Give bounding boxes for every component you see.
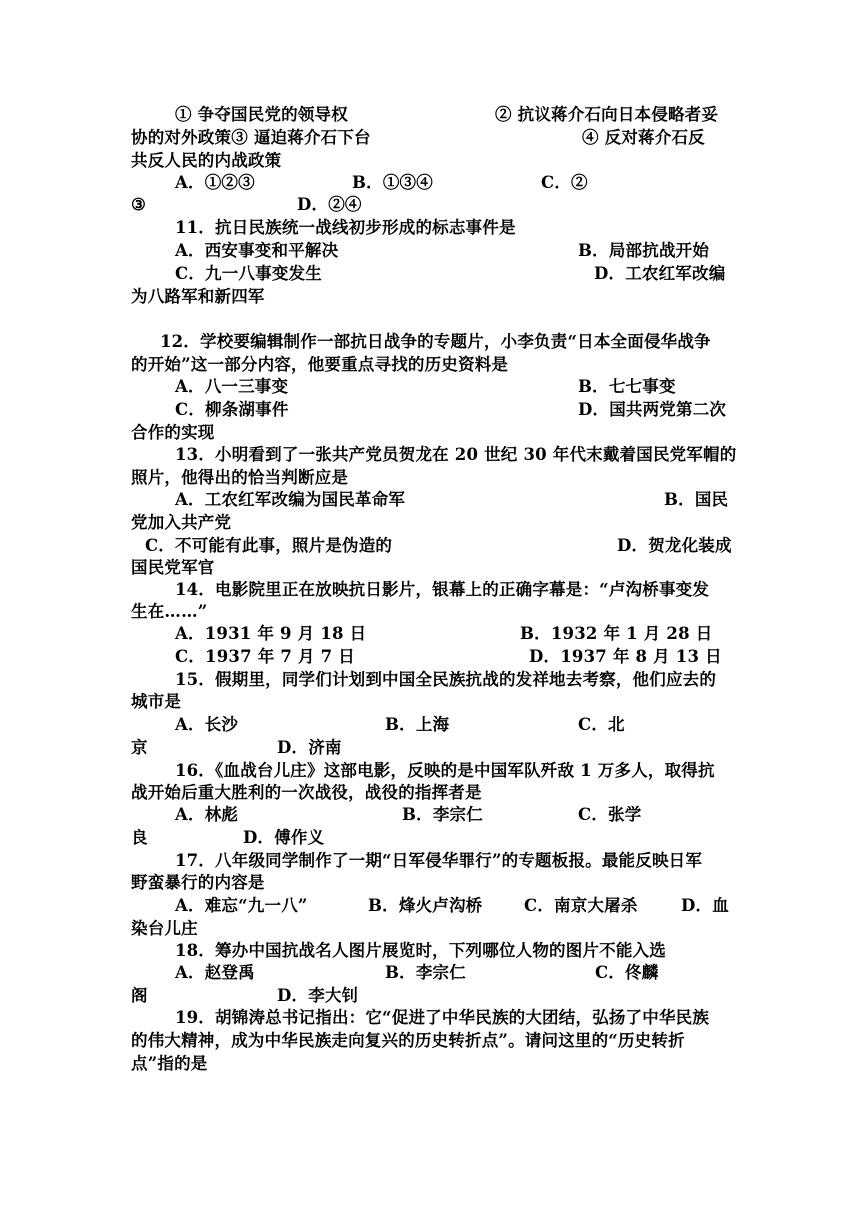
line-56: D．血 bbox=[681, 896, 729, 915]
line-25: A．工农红军改编为国民革命军 bbox=[175, 490, 406, 509]
line-60: B．李宗仁 bbox=[385, 963, 466, 982]
line-34: B．1932 年 1 月 28 日 bbox=[520, 624, 713, 643]
line-12: B．局部抗战开始 bbox=[578, 241, 710, 260]
line-44: 16．《血战台儿庄》这部电影，反映的是中国军队歼敌 1 万多人，取得抗 bbox=[175, 761, 715, 780]
line-10: 11．抗日民族统一战线初步形成的标志事件是 bbox=[175, 218, 516, 237]
line-66: 点”指的是 bbox=[131, 1054, 208, 1073]
line-3: ④ 反对蒋介石反 bbox=[582, 128, 705, 147]
line-20: C．柳条湖事件 bbox=[175, 400, 289, 419]
line-0: ① 争夺国民党的领导权 bbox=[175, 105, 348, 124]
line-65: 的伟大精神，成为中华民族走向复兴的历史转折点”。请问这里的“历史转折 bbox=[131, 1031, 685, 1050]
line-16: 12．学校要编辑制作一部抗日战争的专题片，小李负责“日本全面侵华战争 bbox=[160, 332, 711, 351]
line-9: D．②④ bbox=[297, 195, 362, 214]
line-7: C．② bbox=[541, 173, 588, 192]
line-53: A．难忘“九一八” bbox=[175, 896, 308, 915]
line-46: A．林彪 bbox=[175, 805, 239, 824]
line-41: C．北 bbox=[578, 715, 625, 734]
line-37: 15．假期里，同学们计划到中国全民族抗战的发祥地去考察，他们应去的 bbox=[175, 670, 717, 689]
line-11: A．西安事变和平解决 bbox=[175, 241, 339, 260]
line-28: C．不可能有此事，照片是伪造的 bbox=[145, 536, 393, 555]
line-21: D．国共两党第二次 bbox=[578, 400, 727, 419]
line-23: 13．小明看到了一张共产党员贺龙在 20 世纪 30 年代末戴着国民党军帽的 bbox=[175, 445, 737, 464]
line-64: 19．胡锦涛总书记指出：它“促进了中华民族的大团结，弘扬了中华民族 bbox=[175, 1008, 710, 1027]
line-61: C．佟麟 bbox=[595, 963, 659, 982]
line-55: C．南京大屠杀 bbox=[524, 896, 638, 915]
line-40: B．上海 bbox=[385, 715, 450, 734]
line-24: 照片，他得出的恰当判断应是 bbox=[131, 468, 349, 487]
line-8: ③ bbox=[131, 195, 146, 214]
line-1: ② 抗议蒋介石向日本侵略者妥 bbox=[495, 105, 719, 124]
line-4: 共反人民的内战政策 bbox=[131, 151, 282, 170]
line-50: D．傅作义 bbox=[243, 828, 325, 847]
line-31: 14．电影院里正在放映抗日影片，银幕上的正确字幕是：“卢沟桥事变发 bbox=[175, 580, 710, 599]
line-27: 党加入共产党 bbox=[131, 513, 232, 532]
line-54: B．烽火卢沟桥 bbox=[368, 896, 483, 915]
line-43: D．济南 bbox=[277, 738, 342, 757]
line-29: D．贺龙化装成 bbox=[617, 536, 732, 555]
line-18: A．八一三事变 bbox=[175, 377, 289, 396]
line-19: B．七七事变 bbox=[578, 377, 676, 396]
line-38: 城市是 bbox=[131, 692, 182, 711]
line-33: A．1931 年 9 月 18 日 bbox=[175, 624, 367, 643]
line-26: B．国民 bbox=[664, 490, 729, 509]
line-47: B．李宗仁 bbox=[402, 805, 483, 824]
line-2: 协的对外政策③ 逼迫蒋介石下台 bbox=[131, 128, 371, 147]
line-30: 国民党军官 bbox=[131, 558, 215, 577]
line-58: 18．筹办中国抗战名人图片展览时，下列哪位人物的图片不能入选 bbox=[175, 941, 666, 960]
line-39: A．长沙 bbox=[175, 715, 239, 734]
line-22: 合作的实现 bbox=[131, 423, 215, 442]
line-48: C．张学 bbox=[578, 805, 642, 824]
line-13: C．九一八事变发生 bbox=[175, 264, 322, 283]
line-63: D．李大钊 bbox=[277, 986, 359, 1005]
line-32: 生在……” bbox=[131, 602, 208, 621]
line-36: D．1937 年 8 月 13 日 bbox=[529, 647, 722, 666]
line-49: 良 bbox=[131, 828, 148, 847]
line-59: A．赵登禹 bbox=[175, 963, 255, 982]
line-51: 17．八年级同学制作了一期“日军侵华罪行”的专题板报。最能反映日军 bbox=[175, 851, 703, 870]
line-14: D．工农红军改编 bbox=[594, 264, 726, 283]
line-15: 为八路军和新四军 bbox=[131, 287, 265, 306]
line-45: 战开始后重大胜利的一次战役，战役的指挥者是 bbox=[131, 783, 482, 802]
line-62: 阁 bbox=[131, 986, 148, 1005]
line-5: A．①②③ bbox=[175, 173, 255, 192]
line-42: 京 bbox=[131, 738, 148, 757]
line-17: 的开始”这一部分内容，他要重点寻找的历史资料是 bbox=[131, 355, 509, 374]
line-35: C．1937 年 7 月 7 日 bbox=[175, 647, 355, 666]
line-6: B．①③④ bbox=[352, 173, 433, 192]
line-52: 野蛮暴行的内容是 bbox=[131, 873, 265, 892]
line-57: 染台儿庄 bbox=[131, 919, 198, 938]
